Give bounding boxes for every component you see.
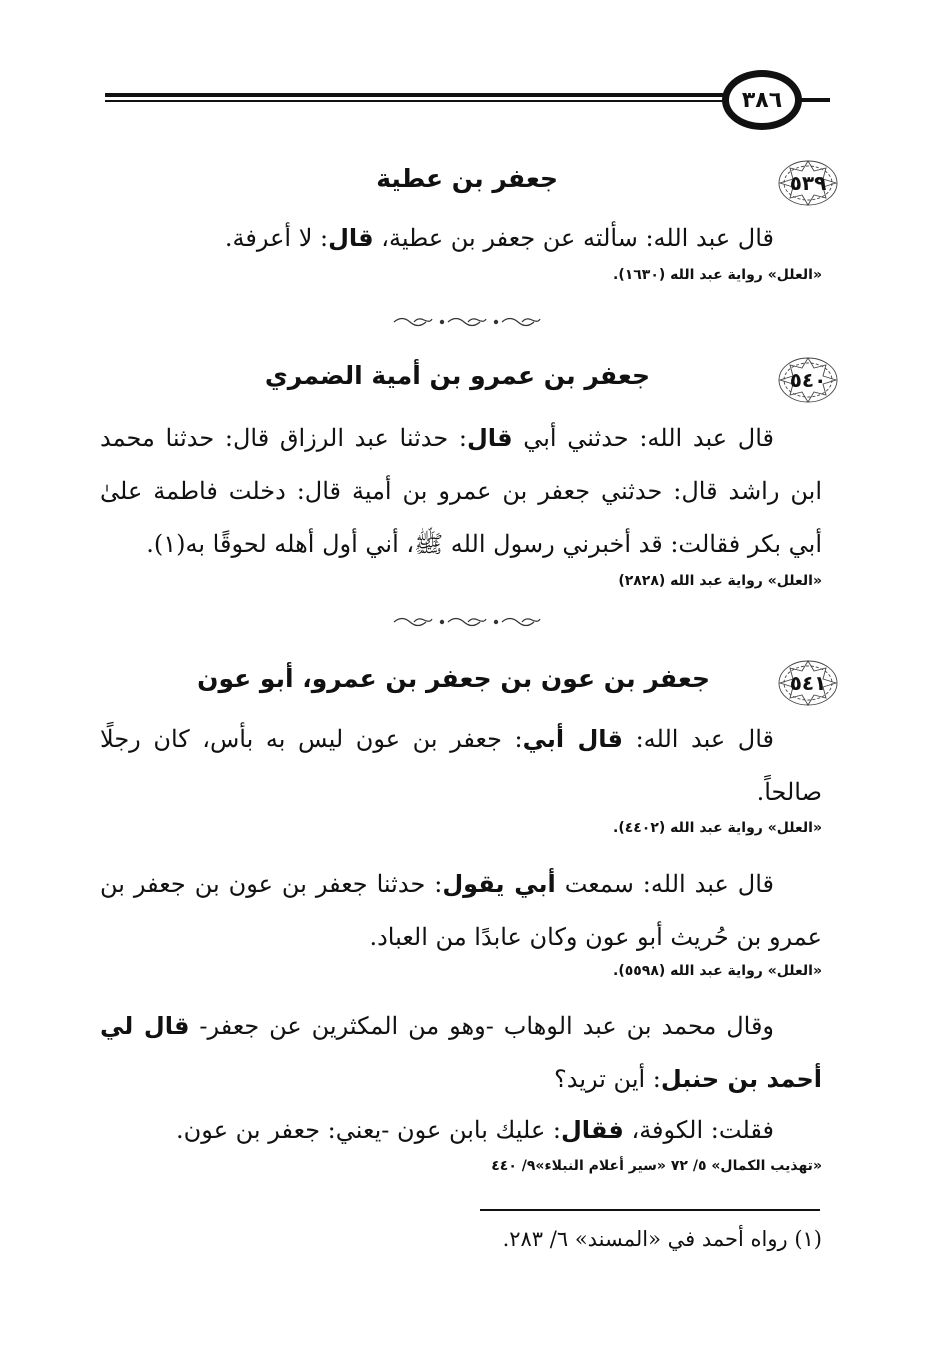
paragraph-text: قال عبد الله:: [623, 725, 774, 753]
entry-title: جعفر بن عمرو بن أمية الضمري: [264, 361, 650, 390]
footnote: (١) رواه أحمد في «المسند» ٦/ ٢٨٣.: [502, 1227, 822, 1251]
paragraph-bold-text: قال: [328, 224, 374, 252]
entry-heading: [100, 355, 840, 405]
entry-heading: [100, 658, 840, 708]
source-citation: «العلل» رواية عبد الله (١٦٣٠).: [613, 267, 822, 283]
paragraph-bold-text: قال: [466, 424, 513, 452]
section-divider-ornament-icon: [390, 615, 550, 629]
entry-title: جعفر بن عطية: [376, 164, 558, 193]
entry-number-rosette: [776, 658, 840, 708]
entry-paragraph: [100, 858, 822, 964]
source-citation: «العلل» رواية عبد الله (٤٤٠٢).: [613, 820, 822, 836]
entry-paragraph: [100, 1104, 822, 1157]
source-citation: «العلل» رواية عبد الله (٥٥٩٨).: [613, 963, 822, 979]
entry-number-rosette: [776, 158, 840, 208]
paragraph-bold-text: أبي يقول: [442, 870, 556, 898]
entry-paragraph: [100, 212, 822, 265]
paragraph-text: : جعفر بن عون ليس به بأس، كان رجلًا صالحاً.: [100, 725, 822, 806]
page-number: ٣٨٦: [722, 70, 802, 130]
paragraph-text: قال عبد الله: حدثني أبي: [512, 424, 774, 452]
header-rule-tail: [800, 98, 830, 102]
source-citation: «العلل» رواية عبد الله (٢٨٢٨): [618, 573, 822, 589]
entry-paragraph: [100, 412, 822, 571]
source-citation: «تهذيب الكمال» ٥/ ٧٢ «سير أعلام النبلاء»٩/ ٤٤٠: [491, 1158, 822, 1174]
entry-number: ٥٣٩: [789, 171, 827, 195]
paragraph-text: قال عبد الله: سمعت: [555, 870, 774, 898]
paragraph-text: : أين تريد؟: [553, 1065, 661, 1093]
entry-number: ٥٤١: [789, 671, 827, 695]
paragraph-bold-text: قال لي أحمد بن حنبل: [100, 1012, 822, 1093]
paragraph-text: فقلت: الكوفة،: [623, 1116, 774, 1144]
paragraph-bold-text: فقال: [560, 1116, 624, 1144]
entry-heading: [100, 158, 840, 208]
paragraph-text: : عليك بابن عون -يعني: جعفر بن عون.: [176, 1116, 561, 1144]
paragraph-text: : حدثنا جعفر بن عون بن جعفر بن عمرو بن حُريث أبو عون وكان عابدًا من العباد.: [100, 870, 822, 951]
paragraph-text: : حدثنا عبد الرزاق قال: حدثنا محمد ابن راشد قال: حدثني جعفر بن عمرو بن أمية قال: دخلت فاطمة علىٰ أبي بكر فقالت: قد أخبرني رسول الله ﷺ، أني أول أهله لحوقًا به(١).: [100, 424, 822, 558]
entry-number: ٥٤٠: [789, 368, 827, 392]
paragraph-bold-text: قال أبي: [522, 725, 623, 753]
paragraph-text: قال عبد الله: سألته عن جعفر بن عطية،: [373, 224, 774, 252]
paragraph-text: : لا أعرفة.: [224, 224, 329, 252]
entry-title: جعفر بن عون بن جعفر بن عمرو، أبو عون: [197, 664, 710, 693]
footnote-rule: [480, 1209, 820, 1211]
entry-paragraph: [100, 1000, 822, 1106]
section-divider-ornament-icon: [390, 315, 550, 329]
header-rule: [105, 93, 725, 107]
entry-number-rosette: [776, 355, 840, 405]
paragraph-text: وقال محمد بن عبد الوهاب -وهو من المكثرين عن جعفر-: [189, 1012, 775, 1040]
entry-paragraph: [100, 713, 822, 819]
